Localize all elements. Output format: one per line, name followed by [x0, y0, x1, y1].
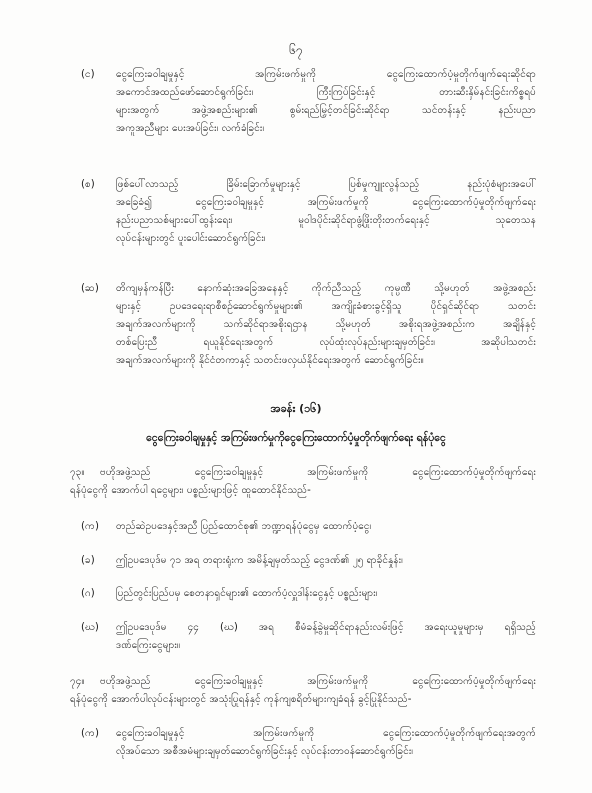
- item-label-sa: (စ): [81, 179, 95, 190]
- s74-item-label-ka: (က): [81, 728, 99, 739]
- item-sa-line-2: အခြေခံ၍ ငွေကြေးခဝါချမှုနှင့် အကြမ်းဖက်မှုကို ငွေကြေးထောက်ပံ့မှုတိုက်ဖျက်ရေး: [116, 197, 536, 208]
- s73-item-ga-text: [116, 585, 536, 603]
- s73-item-ka-text: [116, 518, 536, 536]
- section-74-continued: [70, 691, 536, 709]
- item-hsa-line-4: တစ်ပြေးညီ ရယူနိုင်ရေးအတွက် လုပ်ထုံးလုပ်နည်းများချမှတ်ခြင်း၊ အဆိုပါသတင်း: [116, 337, 536, 348]
- section-73-text: [100, 464, 536, 482]
- chapter-heading: အခန်း (၁၆): [270, 402, 322, 415]
- section-74-line-1: ဗဟိုအဖွဲ့သည် ငွေကြေးခဝါချမှုနှင့် အကြမ်းဖက်မှုကို ငွေကြေးထောက်ပံ့မှုတိုက်ဖျက်ရေး: [100, 676, 536, 687]
- s73-item-kha-line-1: ဤဥပဒေပုဒ်မ ၇၁ အရ တရားရုံးက အမိန့်ချမှတ်သည့် ငွေဒဏ်၏ ၂၅ ရာခိုင်နှုန်း၊: [116, 555, 403, 566]
- chapter-title: ငွေကြေးခဝါချမှုနှင့် အကြမ်းဖက်မှုကိုငွေကြေးထောက်ပံ့မှုတိုက်ဖျက်ရေး ရန်ပုံငွေ: [146, 432, 446, 444]
- item-label-hsa: (ဆ): [81, 283, 99, 294]
- s73-item-kha-text: [116, 552, 536, 570]
- item-nga-line-2: အကောင်အထည်ဖော်ဆောင်ရွက်ခြင်း၊ ကြီးကြပ်ခြင်းနှင့် တားဆီးနှိမ်နင်းခြင်းကိစ္စရပ်: [116, 87, 536, 98]
- s73-item-label-ga: (ဂ): [81, 588, 95, 599]
- item-hsa-line-5: အချက်အလက်များကို နိုင်ငံတကာနှင့် သတင်းဖလှယ်နိုင်ရေးအတွက် ဆောင်ရွက်ခြင်း။: [116, 355, 424, 366]
- s73-item-gha-text: [116, 619, 536, 655]
- section-73-continued: [70, 482, 536, 500]
- item-hsa-line-2: များနှင့် ဥပဒေရေးရာစီစဉ်ဆောင်ရွက်မှုများ၏ အကျိုးခံစားခွင့်ရှိသူ ပိုင်ရှင်ဆိုင်ရာ သတင်း: [116, 301, 536, 312]
- section-74-text: [100, 673, 536, 691]
- item-nga-line-1: ငွေကြေးခဝါချမှုနှင့် အကြမ်းဖက်မှုကို ငွေကြေးထောက်ပံ့မှုတိုက်ဖျက်ရေးဆိုင်ရာ: [116, 69, 536, 80]
- s73-item-label-gha: (ဃ): [81, 622, 99, 633]
- s73-item-gha-line-2: ဒဏ်ကြေးငွေများ။: [116, 640, 181, 651]
- item-hsa-line-1: တိကျမှန်ကန်ပြီး နောက်ဆုံးအခြေအနေနှင့် ကိုက်ညီသည့် ကုမ္ပဏီ သို့မဟုတ် အဖွဲ့အစည်း: [116, 283, 536, 294]
- item-sa-text: [116, 176, 536, 248]
- section-73-line-2: ရန်ပုံငွေကို အောက်ပါ ရငွေများ၊ ပစ္စည်းများဖြင့် ထူထောင်နိုင်သည်-: [70, 485, 311, 496]
- s73-item-label-kha: (ခ): [81, 555, 95, 566]
- s74-item-ka-line-1: ငွေကြေးခဝါချမှုနှင့် အကြမ်းဖက်မှုကို ငွေကြေးထောက်ပံ့မှုတိုက်ဖျက်ရေးအတွက်: [116, 728, 536, 739]
- section-73-line-1: ဗဟိုအဖွဲ့သည် ငွေကြေးခဝါချမှုနှင့် အကြမ်းဖက်မှုကို ငွေကြေးထောက်ပံ့မှုတိုက်ဖျက်ရေး: [100, 467, 536, 478]
- s73-item-ga-line-1: ပြည်တွင်းပြည်ပမှ စေတနာရှင်များ၏ ထောက်ပံ့လှူဒါန်းငွေနှင့် ပစ္စည်းများ၊: [116, 588, 378, 599]
- item-sa-line-4: လုပ်ငန်းများတွင် ပူးပေါင်းဆောင်ရွက်ခြင်း၊: [116, 233, 266, 244]
- item-sa-line-1: ဖြစ်ပေါ်လာသည့် ခြိမ်းခြောက်မှုများနှင့် ပြစ်မှုကျူးလွန်သည့် နည်းပုံစံများအပေါ်: [116, 179, 536, 190]
- s73-item-ka-line-1: တည်ဆဲဥပဒေနှင့်အညီ ပြည်ထောင်စု၏ ဘဏ္ဍာရန်ပုံငွေမှ ထောက်ပံ့ငွေ၊: [116, 521, 372, 532]
- s73-item-label-ka: (က): [81, 521, 99, 532]
- item-nga-line-4: အကူအညီများ ပေးအပ်ခြင်း၊ လက်ခံခြင်း၊: [116, 123, 265, 134]
- item-nga-line-3: များအတွက် အဖွဲ့အစည်းများ၏ စွမ်းရည်မြှင့်တင်ခြင်းဆိုင်ရာ သင်တန်းနှင့် နည်းပညာ: [116, 105, 536, 116]
- s74-item-ka-text: [116, 725, 536, 761]
- section-number-73: ၇၃။: [70, 467, 85, 478]
- page-number: ၆၇: [289, 43, 303, 57]
- section-number-74: ၇၄။: [70, 676, 85, 687]
- item-hsa-line-3: အချက်အလက်များကို သက်ဆိုင်ရာအစိုးရဌာန သို့မဟုတ် အစိုးရအဖွဲ့အစည်းက အချိန်နှင့်: [116, 319, 536, 330]
- item-hsa-text: [116, 280, 536, 370]
- section-74-line-2: ရန်ပုံငွေကို အောက်ပါလုပ်ငန်းများတွင် အသုံးပြုရန်နှင့် ကုန်ကျစရိတ်များကျခံရန် ခွင့်ပြုနိုင်သည်-: [70, 694, 412, 705]
- item-label-nga: (င): [81, 69, 95, 80]
- item-sa-line-3: နည်းပညာသစ်များပေါ်ထွန်းရေး၊ မူဝါဒပိုင်းဆိုင်ရာဖွံ့ဖြိုးတိုးတက်ရေးနှင့် သုတေသန: [116, 215, 536, 226]
- item-nga-text: [116, 66, 536, 138]
- s74-item-ka-line-2: လိုအပ်သော အစီအမံများချမှတ်ဆောင်ရွက်ခြင်းနှင့် လုပ်ငန်းတာဝန်ဆောင်ရွက်ခြင်း၊: [116, 746, 414, 757]
- s73-item-gha-line-1: ဤဥပဒေပုဒ်မ ၄၄ (ဃ) အရ စီမံခန့်ခွဲမှုဆိုင်ရာနည်းလမ်းဖြင့် အရေးယူမှုများမှ ရရှိသည့်: [116, 622, 536, 633]
